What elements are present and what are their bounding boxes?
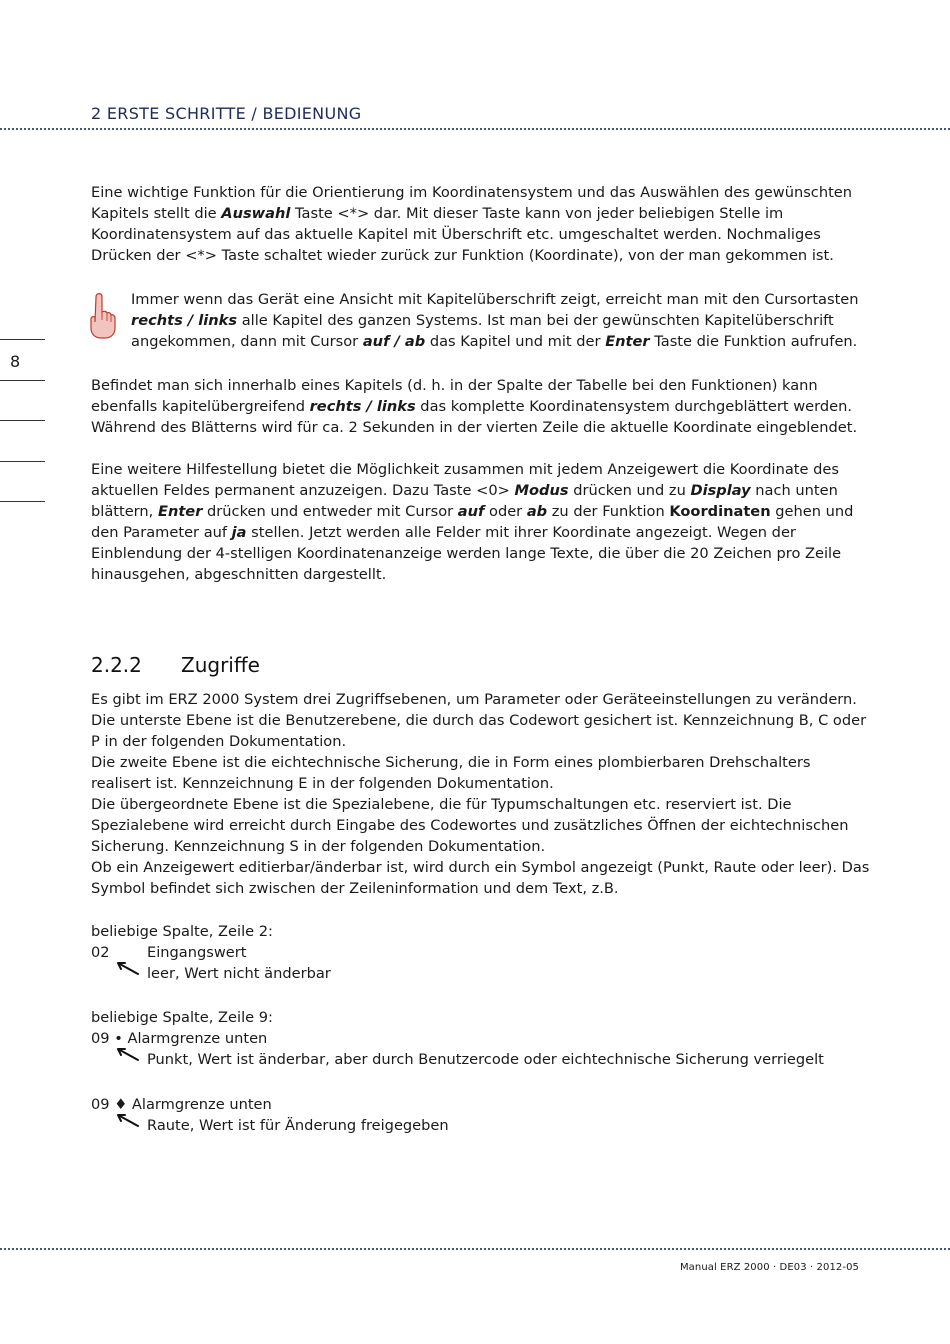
chapter-title: 2 ERSTE SCHRITTE / BEDIENUNG xyxy=(91,104,362,123)
page-number: 8 xyxy=(10,352,21,371)
zugriffe-line: Die zweite Ebene ist die eichtechnische Sicherung, die in Form eines plombierbaren Drehschalters realisert ist. Kennzeichnung E in der folgenden Dokumentation. xyxy=(91,754,811,792)
example-note: Raute, Wert ist für Änderung freigegeben xyxy=(147,1117,449,1134)
section-title: Zugriffe xyxy=(181,653,260,677)
example-caption: beliebige Spalte, Zeile 2: xyxy=(91,923,273,940)
example-note: Punkt, Wert ist änderbar, aber durch Benutzercode oder eichtechnische Sicherung verriegelt xyxy=(147,1051,824,1068)
zugriffe-line: Es gibt im ERZ 2000 System drei Zugriffsebenen, um Parameter oder Geräteeinstellungen zu verändern. xyxy=(91,691,857,708)
example-line: 09 • Alarmgrenze unten xyxy=(91,1030,268,1047)
margin-line xyxy=(0,380,45,381)
arrow-icon xyxy=(114,1046,140,1062)
note-cursor-keys: Immer wenn das Gerät eine Ansicht mit Kapitelüberschrift zeigt, erreicht man mit den Cursortasten rechts / links alle Kapitel des ganzen Systems. Ist man bei der gewünschten Kapitelüberschrift angekommen, dann mit Cursor auf / ab das Kapitel und mit der Enter Taste die Funktion aufrufen. xyxy=(131,291,859,350)
example-label: Eingangswert xyxy=(147,944,247,961)
footer-divider xyxy=(0,1248,950,1250)
zugriffe-line: Ob ein Anzeigewert editierbar/änderbar ist, wird durch ein Symbol angezeigt (Punkt, Raute oder leer). Das Symbol befindet sich zwischen der Zeileninformation und dem Text, z.B. xyxy=(91,859,870,897)
zugriffe-line: Die übergeordnete Ebene ist die Spezialebene, die für Typumschaltungen etc. reserviert ist. Die Spezialebene wird erreicht durch Eingabe des Codewortes und zusätzliches Öffnen der eichtechnischen Sicherung. Kennzeichnung S in der folgenden Dokumentation. xyxy=(91,796,849,855)
paragraph-koordinaten: Eine weitere Hilfestellung bietet die Möglichkeit zusammen mit jedem Anzeigewert die Koordinate des aktuellen Feldes permanent anzuzeigen. Dazu Taste <0> Modus drücken und zu Display nach unten blättern, Enter drücken und entweder mit Cursor auf oder ab zu der Funktion Koordinaten gehen und den Parameter auf ja stellen. Jetzt werden alle Felder mit ihrer Koordinate angezeigt. Wegen der Einblendung der 4-stelligen Koordinatenanzeige werden lange Texte, die über die 20 Zeichen pro Zeile hinausgehen, abgeschnitten dargestellt. xyxy=(91,461,854,583)
margin-line xyxy=(0,420,45,421)
example-line: 09 ♦ Alarmgrenze unten xyxy=(91,1096,272,1113)
paragraph-auswahl: Eine wichtige Funktion für die Orientierung im Koordinatensystem und das Auswählen des gewünschten Kapitels stellt die Auswahl Taste <*> dar. Mit dieser Taste kann von jeder beliebigen Stelle im Koordinatensystem auf das aktuelle Kapitel mit Überschrift etc. umgeschaltet werden. Nochmaliges Drücken der <*> Taste schaltet wieder zurück zur Funktion (Koordinate), von der man gekommen ist. xyxy=(91,184,853,264)
margin-line xyxy=(0,461,45,462)
paragraph-zugriffe xyxy=(91,689,871,899)
zugriffe-line: Die unterste Ebene ist die Benutzerebene, die durch das Codewort gesichert ist. Kennzeichnung B, C oder P in der folgenden Dokumentation. xyxy=(91,712,867,750)
example-note: leer, Wert nicht änderbar xyxy=(147,965,331,982)
header-divider xyxy=(0,128,950,130)
example-caption: beliebige Spalte, Zeile 9: xyxy=(91,1009,273,1026)
paragraph-blaettern: Befindet man sich innerhalb eines Kapitels (d. h. in der Spalte der Tabelle bei den Funktionen) kann ebenfalls kapitelübergreifend rechts / links das komplette Koordinatensystem durchgeblättert werden. Während des Blätterns wird für ca. 2 Sekunden in der vierten Zeile die aktuelle Koordinate eingeblendet. xyxy=(91,377,858,436)
example-line-number: 02 xyxy=(91,944,110,961)
margin-line xyxy=(0,339,45,340)
margin-line xyxy=(0,501,45,502)
footer-text: Manual ERZ 2000 · DE03 · 2012-05 xyxy=(679,1262,859,1273)
pointing-hand-icon xyxy=(86,292,118,340)
arrow-icon xyxy=(114,1112,140,1128)
section-number: 2.2.2 xyxy=(91,653,142,677)
arrow-icon xyxy=(114,960,140,976)
